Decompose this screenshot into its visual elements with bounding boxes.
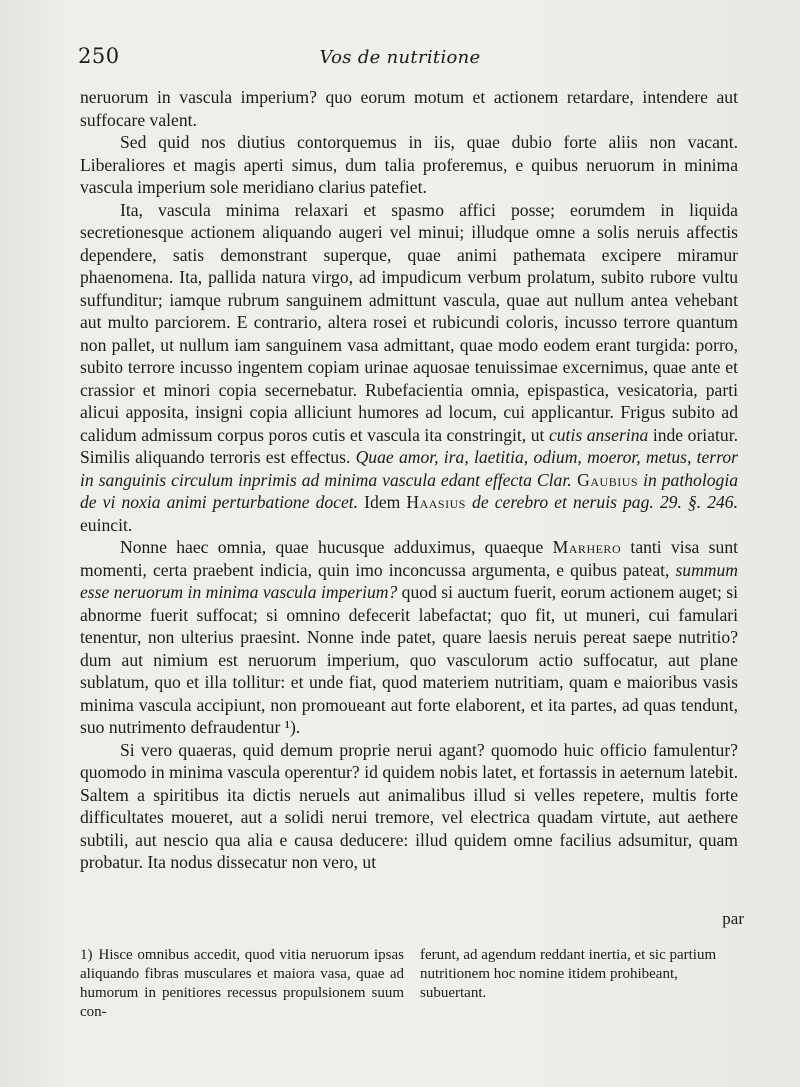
main-text bbox=[80, 86, 738, 874]
paragraph bbox=[80, 131, 738, 199]
text-run: Idem bbox=[358, 492, 407, 512]
author-name: Gaubius bbox=[571, 469, 639, 490]
page-number: 250 bbox=[78, 44, 120, 68]
text-run: neruorum in vascula imperium? quo eorum motum et actionem retardare, intendere aut suffocare valent. bbox=[80, 87, 738, 130]
running-title: Vos de nutritione bbox=[319, 47, 481, 68]
paragraph bbox=[80, 536, 738, 739]
text-run: Si vero quaeras, quid demum proprie nerui agant? quomodo huic officio famulentur? quomodo in minima vascula operentur? id quidem nobis latet, et fortassis in aeternum latebit. Saltem a spiritibus ita dictis neruels aut animalibus illud si velles repetere, multis forte difficultates moueret, aut a solidi nerui tremore, vel electrica quadam virtute, aut aethere subtili, aut nescio qua alia e causa deducere: illud quidem omne facilius adsumitur, quam probatur. Ita nodus dissecatur non vero, ut bbox=[80, 739, 738, 872]
italic-run: in pathologia de vi noxia animi perturbatione docet. bbox=[80, 469, 739, 512]
text-run: tanti visa sunt momenti, certa praebent indicia, quin imo inconcussa argumenta, e quibus pateat, bbox=[80, 537, 739, 580]
italic-run: Quae amor, ira, laetitia, odium, moeror, metus, terror in sanguinis circulum inprimis ad minima vascula edant effecta Clar. bbox=[80, 447, 738, 490]
text-run: euincit. bbox=[80, 514, 133, 535]
text-run: inde oriatur. Similis aliquando terroris est effectus. bbox=[80, 424, 738, 467]
catchword: par bbox=[722, 909, 744, 928]
paragraph bbox=[80, 199, 738, 537]
italic-run: cutis anserina bbox=[548, 424, 649, 445]
text-run: Ita, vascula minima relaxari et spasmo affici posse; eorumdem in liquida secretionesque actionem aliquando augeri vel minui; illudque omne a solis neruis affectis dependere, satis demonstrant superque, quae animi pathemata excipere miramur phaenomena. Ita, pallida natura virgo, ad impudicum verbum prolatum, subito rubore vultu suffunditur; iamque rubrum sanguinem admittunt vascula, quae aut nullum antea vehebant aut multo parciorem. E contrario, altera rosei et rubicundi coloris, incusso terrore quantum non pallet, ut nullum iam sanguinem vasa admittant, quae modo eodem erant turgida: porro, subito terrore incusso ingentem copiam urinae aquosae tenuissimae excernimus, quae ante et crassior et minori copia secernebatur. Rubefacientia omnia, epispastica, vesicatoria, parti alicui apposita, insigni copia alliciunt humores ad locum, cui applicantur. Frigus subito ad calidum admissum corpus poros cutis et vascula ita constringit, ut bbox=[80, 199, 738, 445]
footnote-left-column bbox=[80, 946, 410, 1022]
text-run: quod si auctum fuerit, eorum actionem auget; si abnorme fuerit suffocat; si omnino defecerit labefactat; quo fit, ut muneri, cui famulari tenentur, non ulterius praesint. Nonne inde patet, quare laesis neruis pereat saepe nutritio? dum aut nimium est neruorum imperium, quo vasculorum actio suffocatur, aut plane sublatum, quo et illa tollitur: et unde fiat, quod materiem nutritiam, quam e maioribus vasis minima vascula accipiunt, non promoueant aut forte elaborent, et ita partes, ad quas tendunt, suo nutrimento defraudentur ¹). bbox=[80, 582, 738, 737]
footnote-left-text: Hisce omnibus accedit, quod vitia neruorum ipsas aliquando fibras musculares et maiora vasa, quae ad humorum in penitiores recessus propulsionem suum con- bbox=[80, 947, 404, 1020]
text-run: Nonne haec omnia, quae hucusque adduximus, quaeque bbox=[120, 537, 553, 557]
footnote bbox=[80, 946, 740, 1022]
author-name: Marhero bbox=[552, 537, 622, 557]
paragraph bbox=[80, 739, 738, 874]
footnote-right-column bbox=[410, 946, 740, 1022]
page-header bbox=[78, 44, 722, 74]
italic-run: summum esse neruorum in minima vascula imperium? bbox=[80, 559, 738, 602]
paragraph bbox=[80, 86, 738, 131]
italic-run: de cerebro et neruis pag. 29. §. 246. bbox=[465, 492, 738, 512]
footnote-right-text: ferunt, ad agendum reddant inertia, et sic partium nutritionem hoc nomine itidem prohibeant, subuertant. bbox=[420, 947, 717, 1001]
footnote-marker: 1) bbox=[80, 947, 93, 963]
text-run: Sed quid nos diutius contorquemus in iis, quae dubio forte aliis non vacant. Liberaliores et magis aperti simus, dum talia proferemus, e quibus neruorum in minima vascula imperium sole meridiano clarius patefiet. bbox=[80, 132, 738, 197]
author-name: Haasius bbox=[406, 492, 466, 512]
